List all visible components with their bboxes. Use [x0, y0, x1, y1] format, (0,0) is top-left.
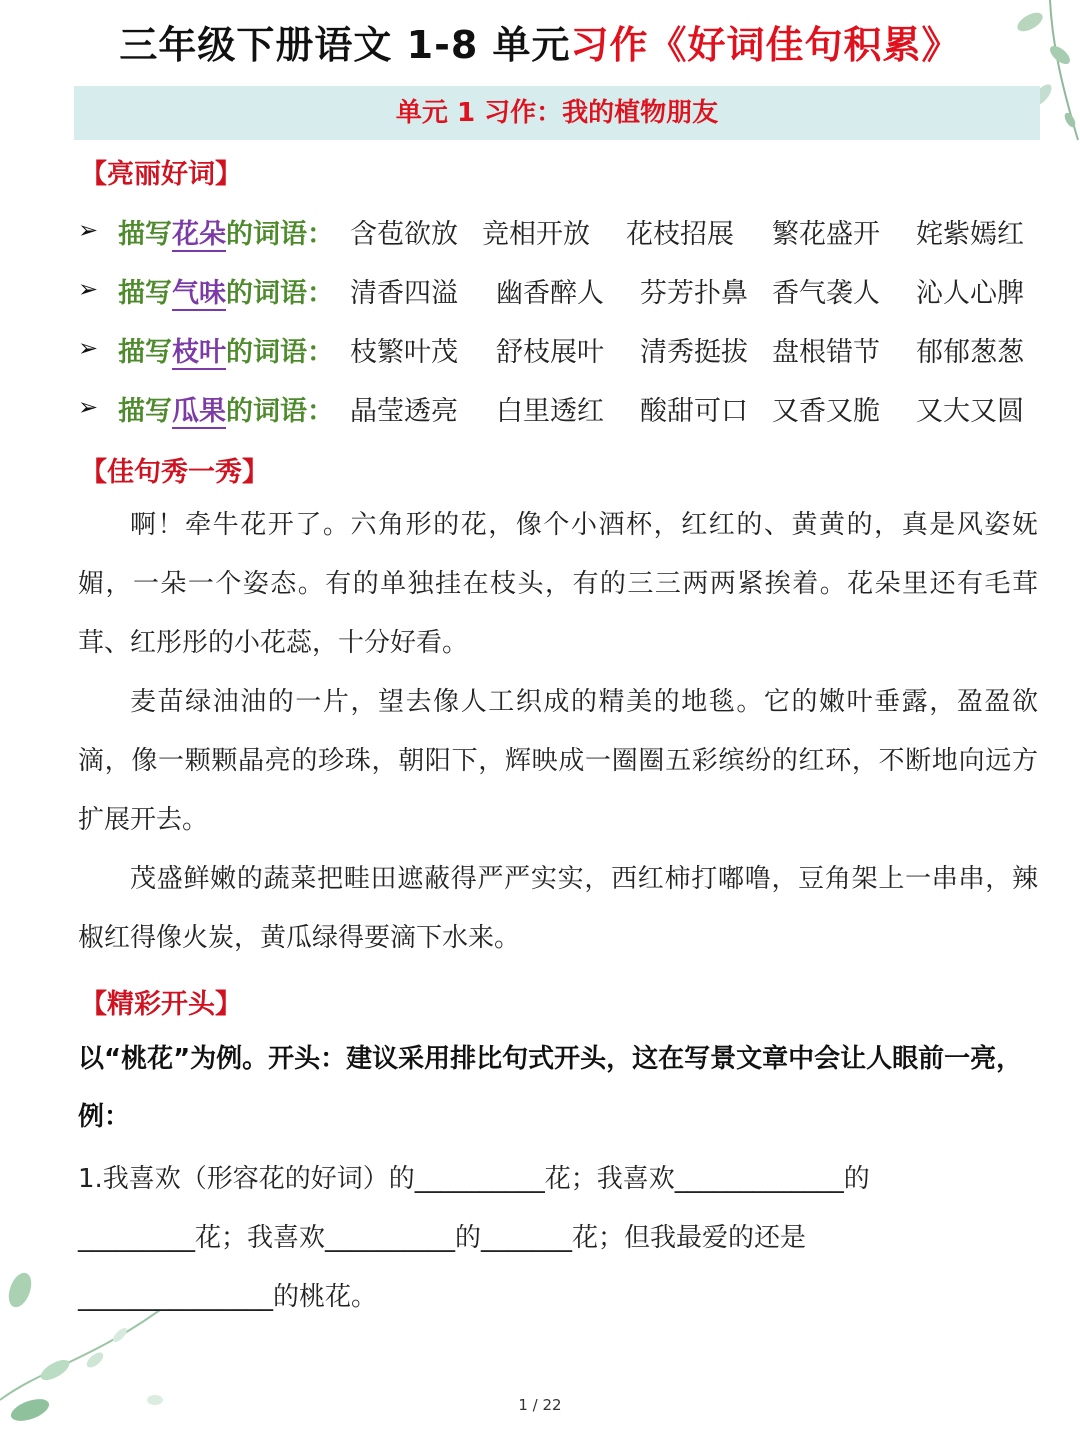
section-heading-good-sentences: 【佳句秀一秀】	[80, 457, 269, 488]
unit-banner: 单元 1 习作：我的植物朋友	[74, 86, 1040, 140]
word-item: 姹紫嫣红	[916, 219, 1024, 250]
bullet-arrow-icon: ➢	[78, 334, 99, 362]
label-prefix: 描写	[118, 219, 172, 250]
word-item: 清香四溢	[350, 278, 458, 309]
label-topic: 花朵	[172, 219, 226, 250]
word-row-label	[118, 271, 334, 310]
word-item: 竞相开放	[482, 219, 590, 250]
word-item: 繁花盛开	[772, 219, 880, 250]
word-item: 芬芳扑鼻	[640, 278, 748, 309]
label-suffix: 的词语：	[226, 396, 334, 427]
word-row-branches	[78, 330, 1048, 374]
label-prefix: 描写	[118, 337, 172, 368]
word-item: 盘根错节	[772, 337, 880, 368]
bullet-arrow-icon: ➢	[78, 275, 99, 303]
opening-intro: 以“桃花”为例。开头：建议采用排比句式开头，这在写景文章中会让人眼前一亮，例：	[78, 1044, 1023, 1132]
bullet-arrow-icon: ➢	[78, 393, 99, 421]
word-item: 含苞欲放	[350, 219, 458, 250]
page-title	[0, 14, 1080, 69]
word-item: 又大又圆	[916, 396, 1024, 427]
section-heading-good-words: 【亮丽好词】	[80, 159, 242, 190]
label-suffix: 的词语：	[226, 337, 334, 368]
word-row-label	[118, 212, 334, 251]
title-part-black: 三年级下册语文 1-8 单元	[119, 23, 571, 67]
label-prefix: 描写	[118, 278, 172, 309]
word-item: 香气袭人	[772, 278, 880, 309]
label-topic: 枝叶	[172, 337, 226, 368]
fill-in-line: _______________的桃花。	[78, 1282, 378, 1312]
word-row-label	[118, 389, 334, 428]
word-item: 晶莹透亮	[350, 396, 458, 427]
section-heading-opening: 【精彩开头】	[80, 989, 242, 1020]
word-item: 花枝招展	[626, 219, 734, 250]
fill-in-line: 1.我喜欢（形容花的好词）的__________花；我喜欢_____________的	[78, 1164, 870, 1194]
fill-in-line: _________花；我喜欢__________的_______花；但我最爱的还是	[78, 1223, 807, 1253]
word-item: 清秀挺拔	[640, 337, 748, 368]
label-suffix: 的词语：	[226, 219, 334, 250]
bullet-arrow-icon: ➢	[78, 216, 99, 244]
label-suffix: 的词语：	[226, 278, 334, 309]
paragraph-vegetables: 茂盛鲜嫩的蔬菜把畦田遮蔽得严严实实，西红柿打嘟噜，豆角架上一串串，辣椒红得像火炭，黄瓜绿得要滴下水来。	[78, 864, 1038, 953]
word-row-scent	[78, 271, 1048, 315]
word-item: 酸甜可口	[640, 396, 748, 427]
word-item: 舒枝展叶	[496, 337, 604, 368]
word-row-fruits	[78, 389, 1048, 433]
page-number: 1 / 22	[518, 1396, 562, 1414]
word-item: 枝繁叶茂	[350, 337, 458, 368]
title-part-red: 习作《好词佳句积累》	[570, 23, 961, 67]
paragraph-morning-glory: 啊！牵牛花开了。六角形的花，像个小酒杯，红红的、黄黄的，真是风姿妩媚，一朵一个姿态。有的单独挂在枝头，有的三三两两紧挨着。花朵里还有毛茸茸、红彤彤的小花蕊，十分好看。	[78, 510, 1038, 658]
word-item: 又香又脆	[772, 396, 880, 427]
word-item: 幽香醉人	[496, 278, 604, 309]
word-item: 白里透红	[496, 396, 604, 427]
word-row-flowers	[78, 212, 1048, 256]
label-topic: 气味	[172, 278, 226, 309]
label-topic: 瓜果	[172, 396, 226, 427]
word-item: 沁人心脾	[916, 278, 1024, 309]
label-prefix: 描写	[118, 396, 172, 427]
word-row-label	[118, 330, 334, 369]
paragraph-wheat-seedlings: 麦苗绿油油的一片，望去像人工织成的精美的地毯。它的嫩叶垂露，盈盈欲滴，像一颗颗晶亮的珍珠，朝阳下，辉映成一圈圈五彩缤纷的红环，不断地向远方扩展开去。	[78, 687, 1038, 835]
word-item: 郁郁葱葱	[916, 337, 1024, 368]
